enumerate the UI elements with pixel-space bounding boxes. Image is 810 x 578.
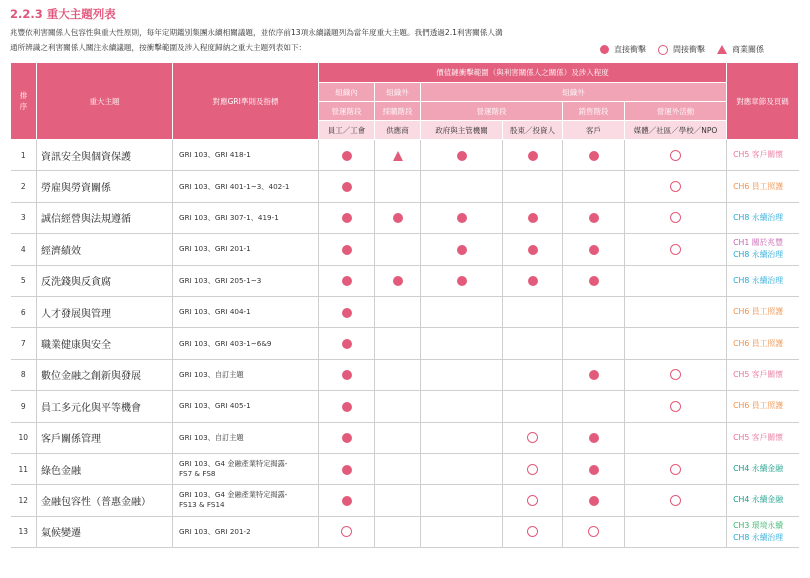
impact-cell bbox=[563, 171, 625, 202]
chapter-link: CH5 客戶關懷 bbox=[733, 432, 783, 442]
chapter-link: CH8 永續治理 bbox=[733, 212, 783, 222]
solid-dot-icon bbox=[342, 370, 352, 380]
chapter-link: CH4 永續金融 bbox=[733, 495, 783, 505]
table-row bbox=[11, 140, 799, 171]
impact-cell bbox=[625, 453, 727, 484]
impact-cell bbox=[563, 391, 625, 422]
impact-cell bbox=[563, 359, 625, 390]
impact-cell bbox=[625, 516, 727, 547]
impact-cell bbox=[375, 171, 421, 202]
solid-dot-icon bbox=[342, 276, 352, 286]
solid-dot-icon bbox=[528, 276, 538, 286]
impact-cell bbox=[563, 234, 625, 265]
impact-cell bbox=[319, 485, 375, 516]
row-gri bbox=[173, 453, 319, 484]
hollow-dot-icon bbox=[670, 212, 681, 223]
solid-dot-icon bbox=[393, 213, 403, 223]
row-chapter bbox=[727, 140, 799, 171]
header-stakeholder-customer: 客戶 bbox=[563, 121, 625, 140]
row-gri bbox=[173, 140, 319, 171]
row-chapter bbox=[727, 296, 799, 327]
impact-cell bbox=[375, 234, 421, 265]
impact-cell bbox=[375, 140, 421, 171]
impact-cell bbox=[563, 140, 625, 171]
impact-cell bbox=[503, 171, 563, 202]
solid-dot-icon bbox=[528, 245, 538, 255]
impact-cell bbox=[421, 516, 503, 547]
impact-cell bbox=[625, 171, 727, 202]
triangle-icon bbox=[393, 151, 403, 161]
table-row bbox=[11, 202, 799, 233]
header-no: 排序 bbox=[11, 63, 37, 140]
chapter-link: CH3 環境永續 bbox=[733, 520, 783, 530]
impact-cell bbox=[319, 516, 375, 547]
hollow-dot-icon bbox=[527, 464, 538, 475]
gri-line: GRI 103、GRI 201-1 bbox=[179, 244, 251, 254]
header-stakeholder-community: 媒體／社區／學校／NPO bbox=[625, 121, 727, 140]
chapter-link: CH8 永續治理 bbox=[733, 250, 783, 260]
chapter-link: CH6 員工照護 bbox=[733, 181, 783, 191]
header-outside-b: 組織外 bbox=[421, 83, 727, 102]
impact-cell bbox=[625, 391, 727, 422]
chapter-link: CH6 員工照護 bbox=[733, 307, 783, 317]
impact-cell bbox=[319, 234, 375, 265]
table-row bbox=[11, 171, 799, 202]
row-gri bbox=[173, 202, 319, 233]
impact-cell bbox=[563, 296, 625, 327]
row-chapter bbox=[727, 391, 799, 422]
impact-cell bbox=[563, 265, 625, 296]
chapter-link: CH4 永續金融 bbox=[733, 464, 783, 474]
gri-line: GRI 103、GRI 307-1、419-1 bbox=[179, 212, 279, 222]
header-stakeholder-supplier: 供應商 bbox=[375, 121, 421, 140]
impact-cell bbox=[503, 234, 563, 265]
impact-cell bbox=[319, 328, 375, 359]
hollow-dot-icon bbox=[527, 432, 538, 443]
row-topic: 金融包容性（普惠金融） bbox=[37, 485, 173, 516]
hollow-dot-icon bbox=[670, 181, 681, 192]
hollow-dot-icon bbox=[527, 526, 538, 537]
impact-cell bbox=[375, 516, 421, 547]
gri-line: GRI 103、G4 金融產業特定揭露- bbox=[179, 459, 288, 469]
hollow-dot-icon bbox=[588, 526, 599, 537]
legend bbox=[600, 44, 764, 55]
gri-line: GRI 103、自訂主題 bbox=[179, 369, 244, 379]
row-gri bbox=[173, 516, 319, 547]
legend-label: 商業關係 bbox=[732, 45, 764, 54]
impact-cell bbox=[625, 485, 727, 516]
table-row bbox=[11, 359, 799, 390]
row-rank: 12 bbox=[11, 485, 37, 516]
solid-dot-icon bbox=[342, 308, 352, 318]
chapter-link: CH5 客戶關懷 bbox=[733, 369, 783, 379]
impact-cell bbox=[503, 516, 563, 547]
impact-cell bbox=[625, 202, 727, 233]
row-topic: 誠信經營與法規遵循 bbox=[37, 202, 173, 233]
gri-line: FS7 & FS8 bbox=[179, 469, 216, 479]
impact-cell bbox=[319, 296, 375, 327]
header-stakeholder-government: 政府與主管機關 bbox=[421, 121, 503, 140]
row-rank: 7 bbox=[11, 328, 37, 359]
impact-cell bbox=[625, 265, 727, 296]
impact-cell bbox=[563, 516, 625, 547]
impact-cell bbox=[319, 359, 375, 390]
header-stakeholder-shareholder: 股東／投資人 bbox=[503, 121, 563, 140]
impact-cell bbox=[375, 202, 421, 233]
impact-cell bbox=[503, 422, 563, 453]
hollow-dot-icon bbox=[341, 526, 352, 537]
impact-cell bbox=[319, 202, 375, 233]
impact-cell bbox=[625, 140, 727, 171]
row-rank: 11 bbox=[11, 453, 37, 484]
chapter-link: CH1 關於兆豐 bbox=[733, 238, 783, 248]
row-topic: 經濟績效 bbox=[37, 234, 173, 265]
impact-cell bbox=[421, 328, 503, 359]
gri-line: GRI 103、GRI 418-1 bbox=[179, 150, 251, 160]
solid-dot-icon bbox=[393, 276, 403, 286]
solid-dot-icon bbox=[589, 496, 599, 506]
header-stage-sales: 銷售階段 bbox=[563, 102, 625, 121]
table-row bbox=[11, 391, 799, 422]
table-row bbox=[11, 422, 799, 453]
impact-cell bbox=[319, 453, 375, 484]
row-chapter bbox=[727, 328, 799, 359]
row-gri bbox=[173, 328, 319, 359]
row-gri bbox=[173, 391, 319, 422]
row-rank: 9 bbox=[11, 391, 37, 422]
row-topic: 數位金融之創新與發展 bbox=[37, 359, 173, 390]
header-stakeholder-employee: 員工／工會 bbox=[319, 121, 375, 140]
impact-cell bbox=[503, 359, 563, 390]
header-value-chain: 價值鏈衝擊範圍（與利害關係人之關係）及涉入程度 bbox=[319, 63, 727, 83]
header-chapter: 對應章節及頁碼 bbox=[727, 63, 799, 140]
impact-cell bbox=[375, 453, 421, 484]
solid-dot-icon bbox=[457, 151, 467, 161]
gri-line: GRI 103、GRI 404-1 bbox=[179, 307, 251, 317]
hollow-dot-icon bbox=[670, 401, 681, 412]
solid-dot-icon bbox=[342, 496, 352, 506]
solid-dot-icon bbox=[589, 433, 599, 443]
impact-cell bbox=[375, 391, 421, 422]
impact-cell bbox=[421, 359, 503, 390]
row-gri bbox=[173, 171, 319, 202]
impact-cell bbox=[421, 296, 503, 327]
row-chapter bbox=[727, 359, 799, 390]
section-title: 2.2.3 重大主題列表 bbox=[10, 7, 116, 21]
impact-cell bbox=[319, 391, 375, 422]
row-rank: 5 bbox=[11, 265, 37, 296]
row-chapter bbox=[727, 202, 799, 233]
solid-dot-icon bbox=[589, 245, 599, 255]
legend-direct bbox=[600, 44, 646, 55]
row-rank: 8 bbox=[11, 359, 37, 390]
solid-dot-icon bbox=[457, 276, 467, 286]
hollow-dot-icon bbox=[658, 45, 668, 55]
impact-cell bbox=[503, 328, 563, 359]
header-gri: 對應GRI準則及指標 bbox=[173, 63, 319, 140]
impact-cell bbox=[625, 422, 727, 453]
row-rank: 10 bbox=[11, 422, 37, 453]
gri-line: GRI 103、GRI 401-1~3、402-1 bbox=[179, 181, 290, 191]
solid-dot-icon bbox=[528, 151, 538, 161]
table-row bbox=[11, 516, 799, 547]
table-row bbox=[11, 328, 799, 359]
solid-dot-icon bbox=[342, 433, 352, 443]
gri-line: GRI 103、GRI 403-1~6&9 bbox=[179, 338, 272, 348]
impact-cell bbox=[563, 202, 625, 233]
gri-line: FS13 & FS14 bbox=[179, 500, 225, 510]
triangle-icon bbox=[717, 45, 727, 54]
impact-cell bbox=[421, 202, 503, 233]
row-chapter bbox=[727, 453, 799, 484]
row-gri bbox=[173, 359, 319, 390]
row-topic: 員工多元化與平等機會 bbox=[37, 391, 173, 422]
impact-cell bbox=[375, 296, 421, 327]
impact-cell bbox=[421, 391, 503, 422]
chapter-link: CH5 客戶關懷 bbox=[733, 150, 783, 160]
legend-indirect bbox=[658, 44, 705, 55]
row-chapter bbox=[727, 516, 799, 547]
solid-dot-icon bbox=[342, 151, 352, 161]
row-chapter bbox=[727, 265, 799, 296]
table-body bbox=[11, 140, 799, 548]
row-topic: 氣候變遷 bbox=[37, 516, 173, 547]
hollow-dot-icon bbox=[670, 369, 681, 380]
row-topic: 職業健康與安全 bbox=[37, 328, 173, 359]
solid-dot-icon bbox=[589, 213, 599, 223]
impact-cell bbox=[503, 485, 563, 516]
solid-dot-icon bbox=[342, 213, 352, 223]
impact-cell bbox=[563, 453, 625, 484]
solid-dot-icon bbox=[342, 245, 352, 255]
header-outside-a: 組織外 bbox=[375, 83, 421, 102]
row-topic: 客戶關係管理 bbox=[37, 422, 173, 453]
gri-line: GRI 103、G4 金融產業特定揭露- bbox=[179, 490, 288, 500]
header-stage-procure: 採購階段 bbox=[375, 102, 421, 121]
impact-cell bbox=[625, 359, 727, 390]
chapter-link: CH8 永續治理 bbox=[733, 275, 783, 285]
legend-business bbox=[717, 44, 764, 55]
impact-cell bbox=[319, 140, 375, 171]
impact-cell bbox=[375, 485, 421, 516]
table-row bbox=[11, 234, 799, 265]
row-chapter bbox=[727, 171, 799, 202]
intro-paragraph: 兆豐依利害關係人包容性與重大性原則，每年定期鑑別集團永續相關議題，並依序前13項永續議題列為當年度重大主題。我們透過2.1利害關係人溝通所辨識之利害關係人關注永續議題，按衝擊範圍及涉入程度歸納之重大主題列表如下： bbox=[10, 28, 503, 52]
row-rank: 2 bbox=[11, 171, 37, 202]
impact-cell bbox=[421, 140, 503, 171]
impact-cell bbox=[563, 328, 625, 359]
legend-label: 間接衝擊 bbox=[673, 45, 705, 54]
solid-dot-icon bbox=[342, 465, 352, 475]
solid-dot-icon bbox=[528, 213, 538, 223]
impact-cell bbox=[503, 296, 563, 327]
hollow-dot-icon bbox=[670, 495, 681, 506]
chapter-link: CH8 永續治理 bbox=[733, 532, 783, 542]
solid-dot-icon bbox=[589, 151, 599, 161]
hollow-dot-icon bbox=[670, 150, 681, 161]
row-rank: 6 bbox=[11, 296, 37, 327]
row-gri bbox=[173, 422, 319, 453]
solid-dot-icon bbox=[589, 465, 599, 475]
impact-cell bbox=[421, 265, 503, 296]
row-topic: 資訊安全與個資保護 bbox=[37, 140, 173, 171]
row-gri bbox=[173, 485, 319, 516]
hollow-dot-icon bbox=[670, 464, 681, 475]
solid-dot-icon bbox=[457, 245, 467, 255]
table-row bbox=[11, 265, 799, 296]
table-row bbox=[11, 485, 799, 516]
hollow-dot-icon bbox=[670, 244, 681, 255]
solid-dot-icon bbox=[600, 45, 609, 54]
table-row bbox=[11, 296, 799, 327]
impact-cell bbox=[319, 265, 375, 296]
impact-cell bbox=[421, 234, 503, 265]
row-topic: 綠色金融 bbox=[37, 453, 173, 484]
impact-cell bbox=[375, 328, 421, 359]
row-gri bbox=[173, 234, 319, 265]
impact-cell bbox=[375, 265, 421, 296]
impact-cell bbox=[625, 296, 727, 327]
impact-cell bbox=[375, 359, 421, 390]
impact-cell bbox=[503, 265, 563, 296]
impact-cell bbox=[503, 202, 563, 233]
gri-line: GRI 103、GRI 205-1~3 bbox=[179, 275, 262, 285]
impact-cell bbox=[421, 171, 503, 202]
gri-line: GRI 103、GRI 201-2 bbox=[179, 526, 251, 536]
solid-dot-icon bbox=[457, 213, 467, 223]
solid-dot-icon bbox=[342, 182, 352, 192]
gri-line: GRI 103、GRI 405-1 bbox=[179, 401, 251, 411]
row-gri bbox=[173, 265, 319, 296]
impact-cell bbox=[319, 171, 375, 202]
row-gri bbox=[173, 296, 319, 327]
chapter-link: CH6 員工照護 bbox=[733, 401, 783, 411]
header-inside: 組織內 bbox=[319, 83, 375, 102]
row-rank: 13 bbox=[11, 516, 37, 547]
gri-line: GRI 103、自訂主題 bbox=[179, 432, 244, 442]
row-topic: 人才發展與管理 bbox=[37, 296, 173, 327]
header-topic: 重大主題 bbox=[37, 63, 173, 140]
impact-cell bbox=[421, 485, 503, 516]
impact-cell bbox=[563, 422, 625, 453]
row-topic: 反洗錢與反貪腐 bbox=[37, 265, 173, 296]
impact-cell bbox=[625, 234, 727, 265]
hollow-dot-icon bbox=[527, 495, 538, 506]
row-chapter bbox=[727, 234, 799, 265]
row-rank: 4 bbox=[11, 234, 37, 265]
solid-dot-icon bbox=[342, 402, 352, 412]
impact-cell bbox=[375, 422, 421, 453]
solid-dot-icon bbox=[589, 370, 599, 380]
impact-cell bbox=[503, 140, 563, 171]
impact-cell bbox=[421, 422, 503, 453]
row-rank: 3 bbox=[11, 202, 37, 233]
impact-cell bbox=[319, 422, 375, 453]
row-topic: 勞雇與勞資關係 bbox=[37, 171, 173, 202]
chapter-link: CH6 員工照護 bbox=[733, 338, 783, 348]
impact-cell bbox=[563, 485, 625, 516]
table-row bbox=[11, 453, 799, 484]
header-stage-op2: 營運階段 bbox=[421, 102, 563, 121]
header-stage-op1: 營運階段 bbox=[319, 102, 375, 121]
solid-dot-icon bbox=[589, 276, 599, 286]
impact-cell bbox=[503, 391, 563, 422]
row-rank: 1 bbox=[11, 140, 37, 171]
row-chapter bbox=[727, 485, 799, 516]
solid-dot-icon bbox=[342, 339, 352, 349]
impact-cell bbox=[625, 328, 727, 359]
impact-cell bbox=[503, 453, 563, 484]
header-stage-nonop: 營運外活動 bbox=[625, 102, 727, 121]
material-topics-table bbox=[10, 62, 799, 548]
legend-label: 直接衝擊 bbox=[614, 45, 646, 54]
impact-cell bbox=[421, 453, 503, 484]
row-chapter bbox=[727, 422, 799, 453]
